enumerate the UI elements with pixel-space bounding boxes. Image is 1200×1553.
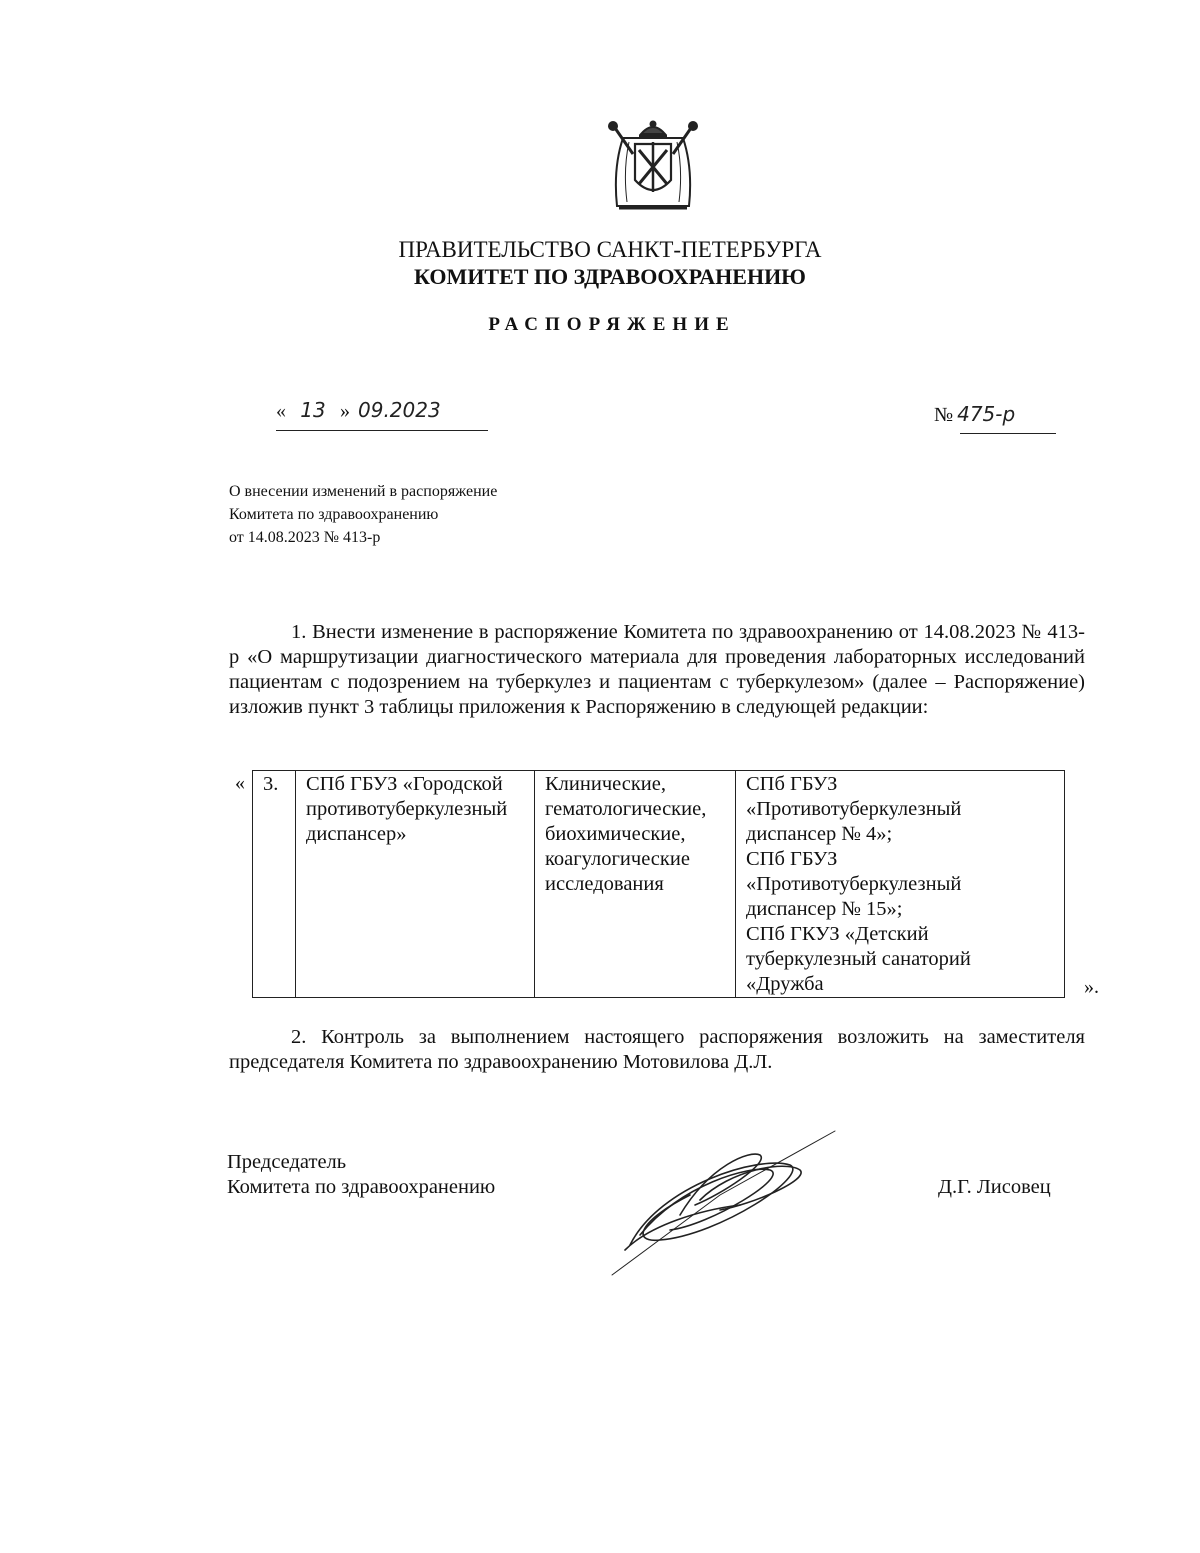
date-day: 13 bbox=[300, 398, 326, 422]
date-open-quote: « bbox=[276, 400, 286, 422]
cell-line: СПб ГБУЗ bbox=[746, 848, 838, 870]
cell-line: исследования bbox=[545, 873, 664, 895]
cell-line: «Противотуберкулезный bbox=[746, 873, 962, 895]
cell-line: «Противотуберкулезный bbox=[746, 798, 962, 820]
number-value: 475-р bbox=[957, 402, 1016, 426]
cell-line: «Дружба bbox=[746, 973, 824, 995]
table-close-quote: ». bbox=[1084, 976, 1099, 998]
cell-line: СПб ГБУЗ «Городской bbox=[306, 773, 503, 795]
document-date bbox=[276, 398, 488, 430]
government-name: ПРАВИТЕЛЬСТВО САНКТ-ПЕТЕРБУРГА bbox=[398, 237, 822, 262]
recipients-cell bbox=[736, 771, 1065, 998]
paragraph-2 bbox=[229, 1025, 1085, 1075]
signatory-title-line: Председатель bbox=[227, 1151, 347, 1173]
committee-name: КОМИТЕТ ПО ЗДРАВООХРАНЕНИЮ bbox=[414, 264, 806, 289]
document-number bbox=[934, 402, 1056, 434]
cell-line: диспансер № 4»; bbox=[746, 823, 893, 845]
paragraph-1 bbox=[229, 620, 1085, 720]
document-subject bbox=[229, 480, 497, 549]
cell-line: Клинические, bbox=[545, 773, 666, 795]
cell-line: диспансер № 15»; bbox=[746, 898, 903, 920]
subject-line: О внесении изменений в распоряжение bbox=[229, 483, 498, 500]
cell-line: коагулогические bbox=[545, 848, 690, 870]
cell-line: диспансер» bbox=[306, 823, 407, 845]
number-underline bbox=[960, 433, 1056, 434]
row-number: 3. bbox=[253, 771, 296, 998]
routing-table bbox=[252, 770, 1065, 998]
institution-cell bbox=[296, 771, 535, 998]
st-petersburg-coat-of-arms-icon bbox=[603, 118, 703, 218]
cell-line: гематологические, bbox=[545, 798, 707, 820]
table-open-quote: « bbox=[235, 772, 245, 794]
signatory-title-line: Комитета по здравоохранению bbox=[227, 1176, 496, 1198]
date-close-quote: » bbox=[340, 400, 350, 422]
paragraph-1-text: 1. Внести изменение в распоряжение Комитета по здравоохранению от 14.08.2023 № 413-р «О маршрутизации диагностического материала для проведения лабораторных исследований пациентам с подозрением на туберкулез и пациентам с туберкулезом» (далее – Распоряжение) изложив пункт 3 таблицы приложения к Распоряжению в следующей редакции: bbox=[229, 621, 1085, 718]
signatory-name: Д.Г. Лисовец bbox=[938, 1176, 1051, 1198]
table-row bbox=[253, 771, 1065, 998]
cell-line: противотуберкулезный bbox=[306, 798, 508, 820]
cell-line: биохимические, bbox=[545, 823, 686, 845]
paragraph-2-text: 2. Контроль за выполнением настоящего распоряжения возложить на заместителя председателя Комитета по здравоохранению Мотовилова Д.Л. bbox=[229, 1026, 1085, 1073]
subject-line: от 14.08.2023 № 413-р bbox=[229, 529, 381, 546]
subject-line: Комитета по здравоохранению bbox=[229, 506, 439, 523]
number-prefix: № bbox=[934, 404, 954, 426]
studies-cell bbox=[535, 771, 736, 998]
cell-line: СПб ГКУЗ «Детский bbox=[746, 923, 929, 945]
date-underline bbox=[276, 430, 488, 431]
cell-line: туберкулезный санаторий bbox=[746, 948, 971, 970]
document-type: РАСПОРЯЖЕНИЕ bbox=[488, 314, 736, 335]
date-month-year: 09.2023 bbox=[358, 398, 441, 422]
handwritten-signature-icon bbox=[600, 1125, 840, 1285]
cell-line: СПб ГБУЗ bbox=[746, 773, 838, 795]
signatory-title bbox=[227, 1150, 495, 1200]
